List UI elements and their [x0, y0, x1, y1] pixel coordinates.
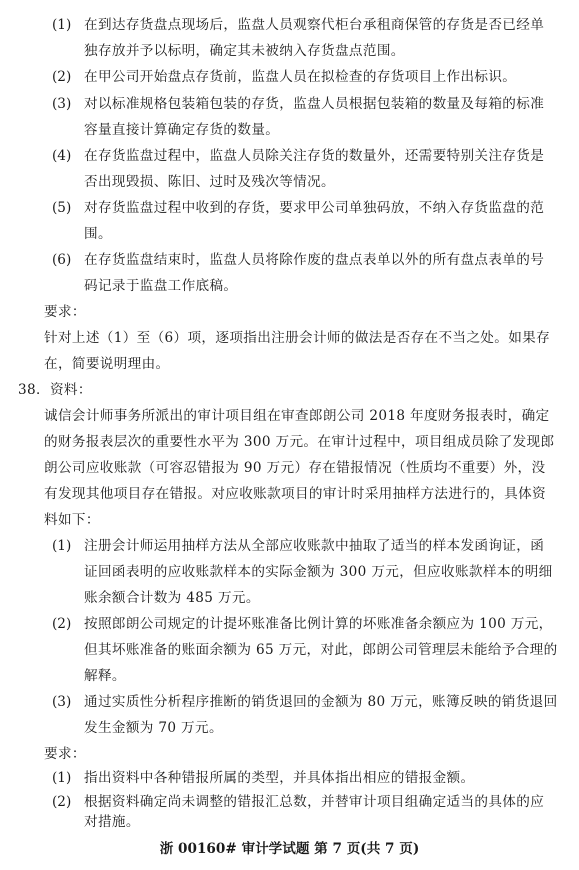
item-text-line: 码记录于监盘工作底稿。 — [84, 278, 238, 294]
item-text-line: 在到达存货盘点现场后，监盘人员观察代柜台承租商保管的存货是否已经单 — [84, 17, 545, 33]
q38-material-line: 有发现其他项目存在错报。对应收账款项目的审计时采用抽样方法进行的，具体资 — [44, 486, 546, 502]
item-number: (1) — [52, 770, 72, 786]
item-number: (2) — [52, 794, 72, 810]
q38-heading: 38．资料： — [18, 382, 92, 398]
item-text-line: 否出现毁损、陈旧、过时及残次等情况。 — [84, 174, 335, 190]
q38-material-line: 的财务报表层次的重要性水平为 300 万元。在审计过程中，项目组成员除了发现郎 — [44, 434, 555, 450]
item-text-line: 发生金额为 70 万元。 — [84, 720, 223, 736]
item-text-line: 证回函表明的应收账款样本的实际金额为 300 万元，但应收账款样本的明细 — [84, 564, 553, 580]
item-text-line: 但其坏账准备的账面余额为 65 万元，对此，郎朗公司管理层未能给予合理的 — [84, 642, 558, 658]
item-number: (1) — [52, 538, 72, 554]
item-text-line: 在甲公司开始盘点存货前，监盘人员在拟检查的存货项目上作出标识。 — [84, 69, 517, 85]
item-text-line: 账余额合计数为 485 万元。 — [84, 590, 260, 606]
item-number: (2) — [52, 69, 72, 85]
item-text-line: 容量直接计算确定存货的数量。 — [84, 122, 280, 138]
item-text-line: 根据资料确定尚未调整的错报汇总数，并替审计项目组确定适当的具体的应 — [84, 794, 545, 810]
item-number: (6) — [52, 252, 72, 268]
q38-material-line: 朗公司应收账款（可容忍错报为 90 万元）存在错报情况（性质均不重要）外，没 — [44, 460, 546, 476]
item-number: (3) — [52, 694, 72, 710]
item-text-line: 注册会计师运用抽样方法从全部应收账款中抽取了适当的样本发函询证，函 — [84, 538, 545, 554]
item-number: (3) — [52, 96, 72, 112]
item-text-line: 指出资料中各种错报所属的类型，并具体指出相应的错报金额。 — [84, 770, 475, 786]
q38-requirement-label: 要求： — [44, 746, 86, 762]
page-footer: 浙 00160# 审计学试题 第 7 页(共 7 页) — [159, 841, 420, 857]
q37-requirement-text: 针对上述（1）至（6）项，逐项指出注册会计师的做法是否存在不当之处。如果存 — [44, 330, 551, 346]
item-text-line: 在存货监盘结束时，监盘人员将除作废的盘点表单以外的所有盘点表单的号 — [84, 252, 545, 268]
q38-material-line: 料如下： — [44, 512, 100, 528]
item-text-line: 通过实质性分析程序推断的销货退回的金额为 80 万元，账簿反映的销货退回 — [84, 694, 558, 710]
item-number: (5) — [52, 200, 72, 216]
item-text-line: 对以标准规格包装箱包装的存货，监盘人员根据包装箱的数量及每箱的标准 — [84, 96, 545, 112]
q37-requirement-text: 在，简要说明理由。 — [44, 356, 170, 372]
item-number: (1) — [52, 17, 72, 33]
item-text-line: 按照郎朗公司规定的计提坏账准备比例计算的坏账准备余额应为 100 万元， — [84, 616, 553, 632]
item-text-line: 独存放并予以标明，确定其未被纳入存货盘点范围。 — [84, 43, 405, 59]
item-number: (4) — [52, 148, 72, 164]
item-text-line: 对存货监盘过程中收到的存货，要求甲公司单独码放，不纳入存货监盘的范 — [84, 200, 545, 216]
item-text-line: 围。 — [84, 226, 112, 242]
q37-requirement-label: 要求： — [44, 304, 86, 320]
q38-material-line: 诚信会计师事务所派出的审计项目组在审查郎朗公司 2018 年度财务报表时，确定 — [44, 408, 550, 424]
item-text-line: 对措施。 — [84, 814, 140, 830]
item-text-line: 在存货监盘过程中，监盘人员除关注存货的数量外，还需要特别关注存货是 — [84, 148, 545, 164]
item-text-line: 解释。 — [84, 668, 126, 684]
item-number: (2) — [52, 616, 72, 632]
